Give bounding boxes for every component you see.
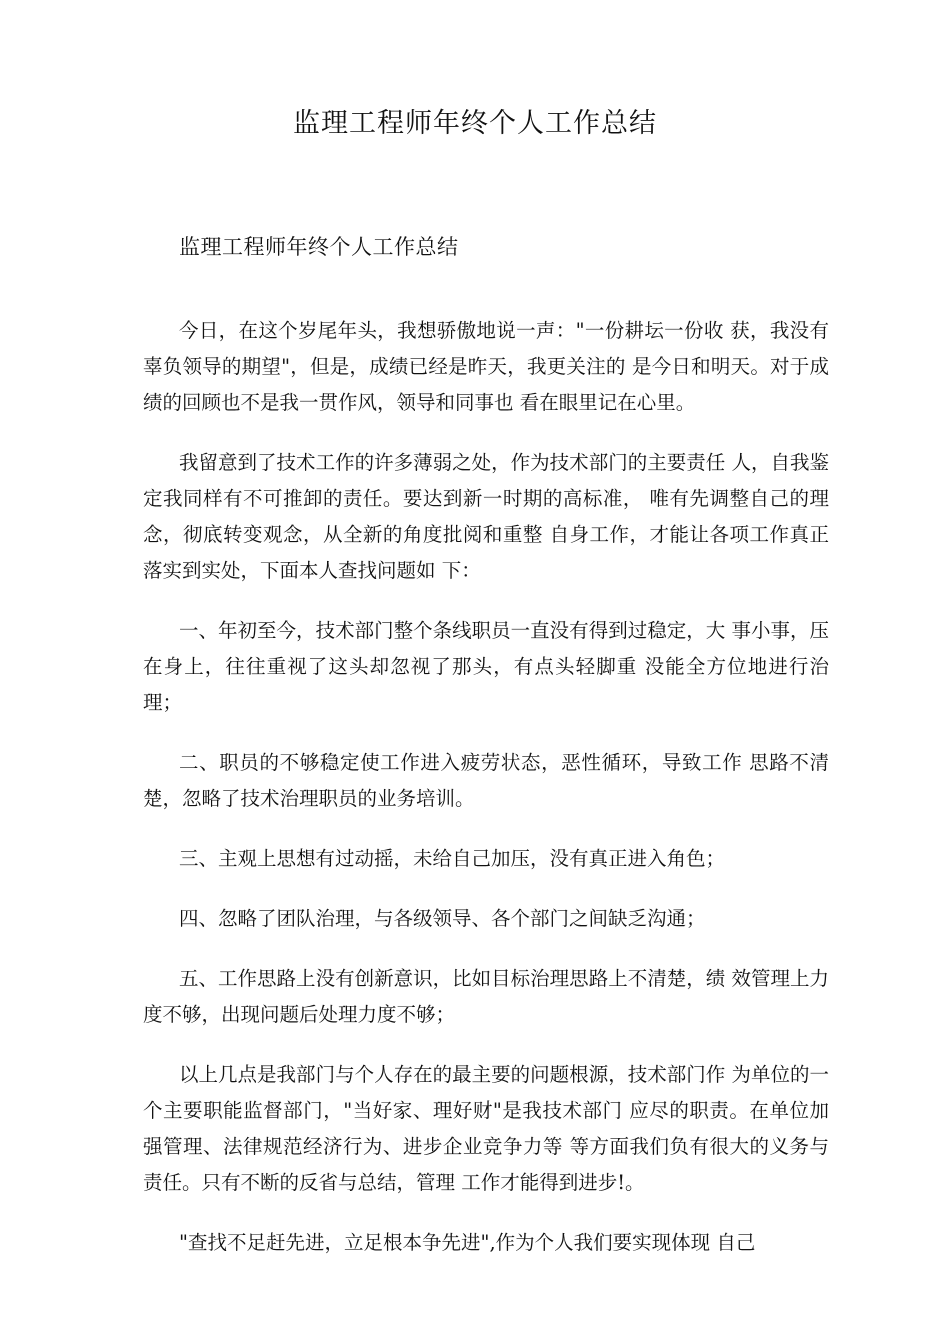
- body-paragraph: 三、主观上思想有过动摇，未给自己加压，没有真正进入角色；: [179, 847, 726, 870]
- body-paragraph: 四、忽略了团队治理，与各级领导、各个部门之间缺乏沟通；: [179, 907, 706, 930]
- document-subtitle: 监理工程师年终个人工作总结: [179, 235, 459, 259]
- body-paragraph: "查找不足赶先进，立足根本争先进",作为个人我们要实现体现 自己: [179, 1231, 756, 1254]
- body-paragraph: 今日，在这个岁尾年头，我想骄傲地说一声："一份耕坛一份收 获，我没有辜负领导的期望"，但是，成绩已经是昨天，我更关注的 是今日和明天。对于成绩的回顾也不是我一贯作风，领导和同事也 看在眼里记在心里。: [143, 319, 829, 414]
- body-paragraph: 以上几点是我部门与个人存在的最主要的问题根源，技术部门作 为单位的一个主要职能监督部门，"当好家、理好财"是我技术部门 应尽的职责。在单位加强管理、法律规范经济行为、进步企业竞争力等 等方面我们负有很大的义务与责任。只有不断的反省与总结，管理 工作才能得到进步!。: [143, 1063, 829, 1194]
- document-title: 监理工程师年终个人工作总结: [293, 108, 657, 139]
- document-body: [143, 313, 829, 1285]
- body-paragraph: 一、年初至今，技术部门整个条线职员一直没有得到过稳定，大 事小事，压在身上，往往重视了这头却忽视了那头，有点头轻脚重 没能全方位地进行治理；: [143, 619, 829, 714]
- body-paragraph: 我留意到了技术工作的许多薄弱之处，作为技术部门的主要责任 人，自我鉴定我同样有不可推卸的责任。要达到新一时期的高标准， 唯有先调整自己的理念，彻底转变观念，从全新的角度批阅和重整 自身工作，才能让各项工作真正落实到实处，下面本人查找问题如 下：: [143, 451, 829, 582]
- body-paragraph: 五、工作思路上没有创新意识，比如目标治理思路上不清楚，绩 效管理上力度不够，出现问题后处理力度不够；: [143, 967, 829, 1026]
- body-paragraph: 二、职员的不够稳定使工作进入疲劳状态，恶性循环，导致工作 思路不清楚，忽略了技术治理职员的业务培训。: [143, 751, 829, 810]
